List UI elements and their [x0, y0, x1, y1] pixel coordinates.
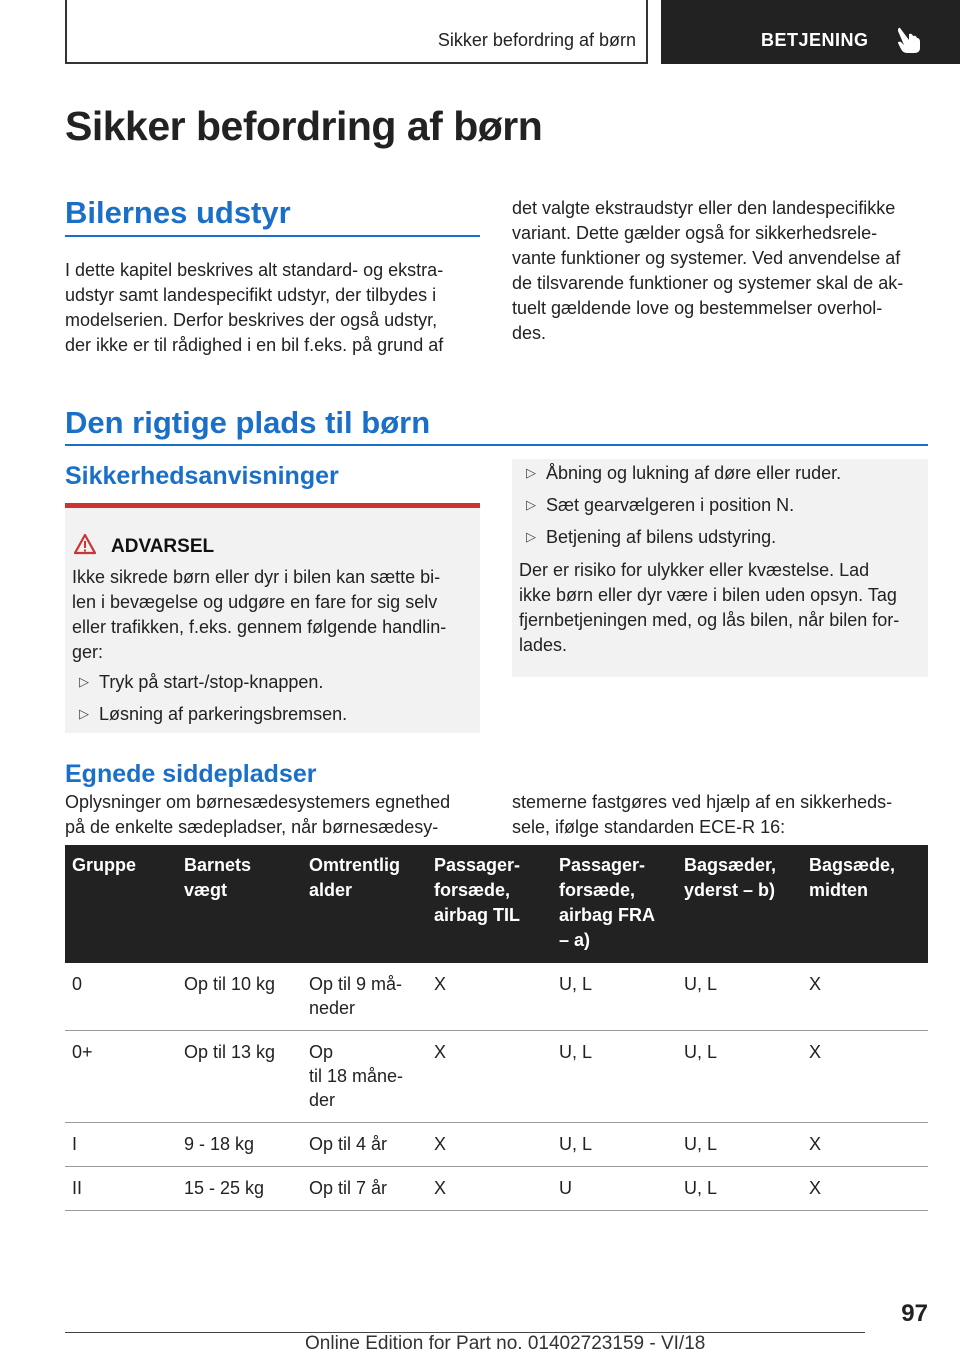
header-barnets-vaegt: Barnets vægt: [177, 845, 302, 963]
header-omtrentlig-alder: Omtrentlig alder: [302, 845, 427, 963]
table-row: I 9 - 18 kg Op til 4 år X U, L U, L X: [65, 1123, 928, 1167]
intro-text-right: [512, 196, 928, 346]
seats-text-left: [65, 790, 480, 840]
header-chapter-tab: [661, 0, 960, 64]
triangle-bullet-icon: ▷: [526, 529, 536, 544]
footer-edition: Online Edition for Part no. 01402723159 - VI/18: [305, 1333, 706, 1354]
text-line: tuelt gældende love og bestemmelser overhol-: [512, 298, 883, 318]
seats-text-right: [512, 790, 928, 840]
table-row: 0+ Op til 13 kg Op til 18 måne- der X U, L U, L X: [65, 1031, 928, 1123]
list-item: ▷ Tryk på start-/stop-knappen.: [79, 672, 324, 692]
header-gruppe: Gruppe: [65, 845, 177, 963]
heading-rigtige-plads: Den rigtige plads til børn: [65, 405, 431, 440]
header-bagsaede-midten: Bagsæde, midten: [802, 845, 928, 963]
text-line: len i bevægelse og udgøre en fare for sig selv: [72, 592, 438, 612]
text-line: sele, ifølge standarden ECE-R 16:: [512, 817, 786, 837]
warning-text: [72, 565, 477, 665]
text-line: des.: [512, 323, 547, 343]
header-section-title: Sikker befordring af børn: [437, 30, 636, 50]
list-item: ▷ Løsning af parkeringsbremsen.: [79, 704, 348, 724]
text-line: variant. Dette gælder også for sikkerhedsrele-: [512, 223, 878, 243]
text-line: ikke børn eller dyr være i bilen uden opsyn. Tag: [519, 585, 897, 605]
table-header-row: [65, 845, 928, 963]
text-line: fjernbetjeningen med, og lås bilen, når bilen for-: [519, 610, 900, 630]
heading-bilernes-udstyr: Bilernes udstyr: [65, 195, 291, 230]
text-line: Ikke sikrede børn eller dyr i bilen kan sætte bi-: [72, 567, 441, 587]
warning-heading: [73, 533, 214, 558]
text-line: de tilsvarende funktioner og systemer skal de ak-: [512, 273, 904, 293]
triangle-bullet-icon: ▷: [79, 706, 89, 721]
triangle-bullet-icon: ▷: [526, 497, 536, 512]
table-row: II 15 - 25 kg Op til 7 år X U U, L X: [65, 1167, 928, 1211]
heading-rule: [65, 444, 928, 446]
warning-box-left: [65, 508, 480, 733]
text-line: modelserien. Derfor beskrives der også udstyr,: [65, 310, 438, 330]
header-forsaede-airbag-til: Passager- forsæde, airbag TIL: [427, 845, 552, 963]
pointing-hand-icon: [895, 26, 921, 54]
text-line: lades.: [519, 635, 568, 655]
text-line: ger:: [72, 642, 104, 662]
text-line: vante funktioner og systemer. Ved anvendelse af: [512, 248, 901, 268]
warning-triangle-icon: [73, 533, 97, 555]
text-line: Der er risiko for ulykker eller kvæstelse. Lad: [519, 560, 870, 580]
text-line: Oplysninger om børnesædesystemers egnethed: [65, 792, 451, 812]
header-chapter-label: BETJENING: [761, 30, 869, 50]
text-line: I dette kapitel beskrives alt standard- og ekstra-: [65, 260, 444, 280]
page-number: 97: [901, 1300, 928, 1327]
intro-text-left: [65, 258, 480, 358]
triangle-bullet-icon: ▷: [526, 465, 536, 480]
warning-closing-text: [519, 558, 924, 658]
list-item: ▷ Betjening af bilens udstyring.: [526, 527, 777, 547]
list-item: ▷ Sæt gearvælgeren i position N.: [526, 495, 795, 515]
list-item: ▷ Åbning og lukning af døre eller ruder.: [526, 463, 842, 483]
warning-box-right: [512, 459, 928, 677]
heading-sikkerhedsanvisninger: Sikkerhedsanvisninger: [65, 462, 339, 490]
text-line: på de enkelte sædepladser, når børnesædesy-: [65, 817, 439, 837]
header-bagsaeder-yderst: Bagsæder, yderst – b): [677, 845, 802, 963]
text-line: det valgte ekstraudstyr eller den landespecifikke: [512, 198, 896, 218]
page-title: Sikker befordring af børn: [65, 103, 543, 149]
text-line: eller trafikken, f.eks. gennem følgende handlin-: [72, 617, 447, 637]
text-line: der ikke er til rådighed i en bil f.eks. på grund af: [65, 335, 444, 355]
child-seat-table: [65, 845, 928, 1211]
triangle-bullet-icon: ▷: [79, 674, 89, 689]
text-line: udstyr samt landespecifikt udstyr, der tilbydes i: [65, 285, 437, 305]
page-header: [65, 0, 960, 65]
header-forsaede-airbag-fra: Passager- forsæde, airbag FRA – a): [552, 845, 677, 963]
heading-egnede-siddepladser: Egnede siddepladser: [65, 760, 317, 788]
text-line: stemerne fastgøres ved hjælp af en sikkerheds-: [512, 792, 893, 812]
table-row: 0 Op til 10 kg Op til 9 må- neder X U, L U, L X: [65, 963, 928, 1031]
heading-rule: [65, 235, 480, 237]
warning-label: ADVARSEL: [111, 536, 215, 557]
